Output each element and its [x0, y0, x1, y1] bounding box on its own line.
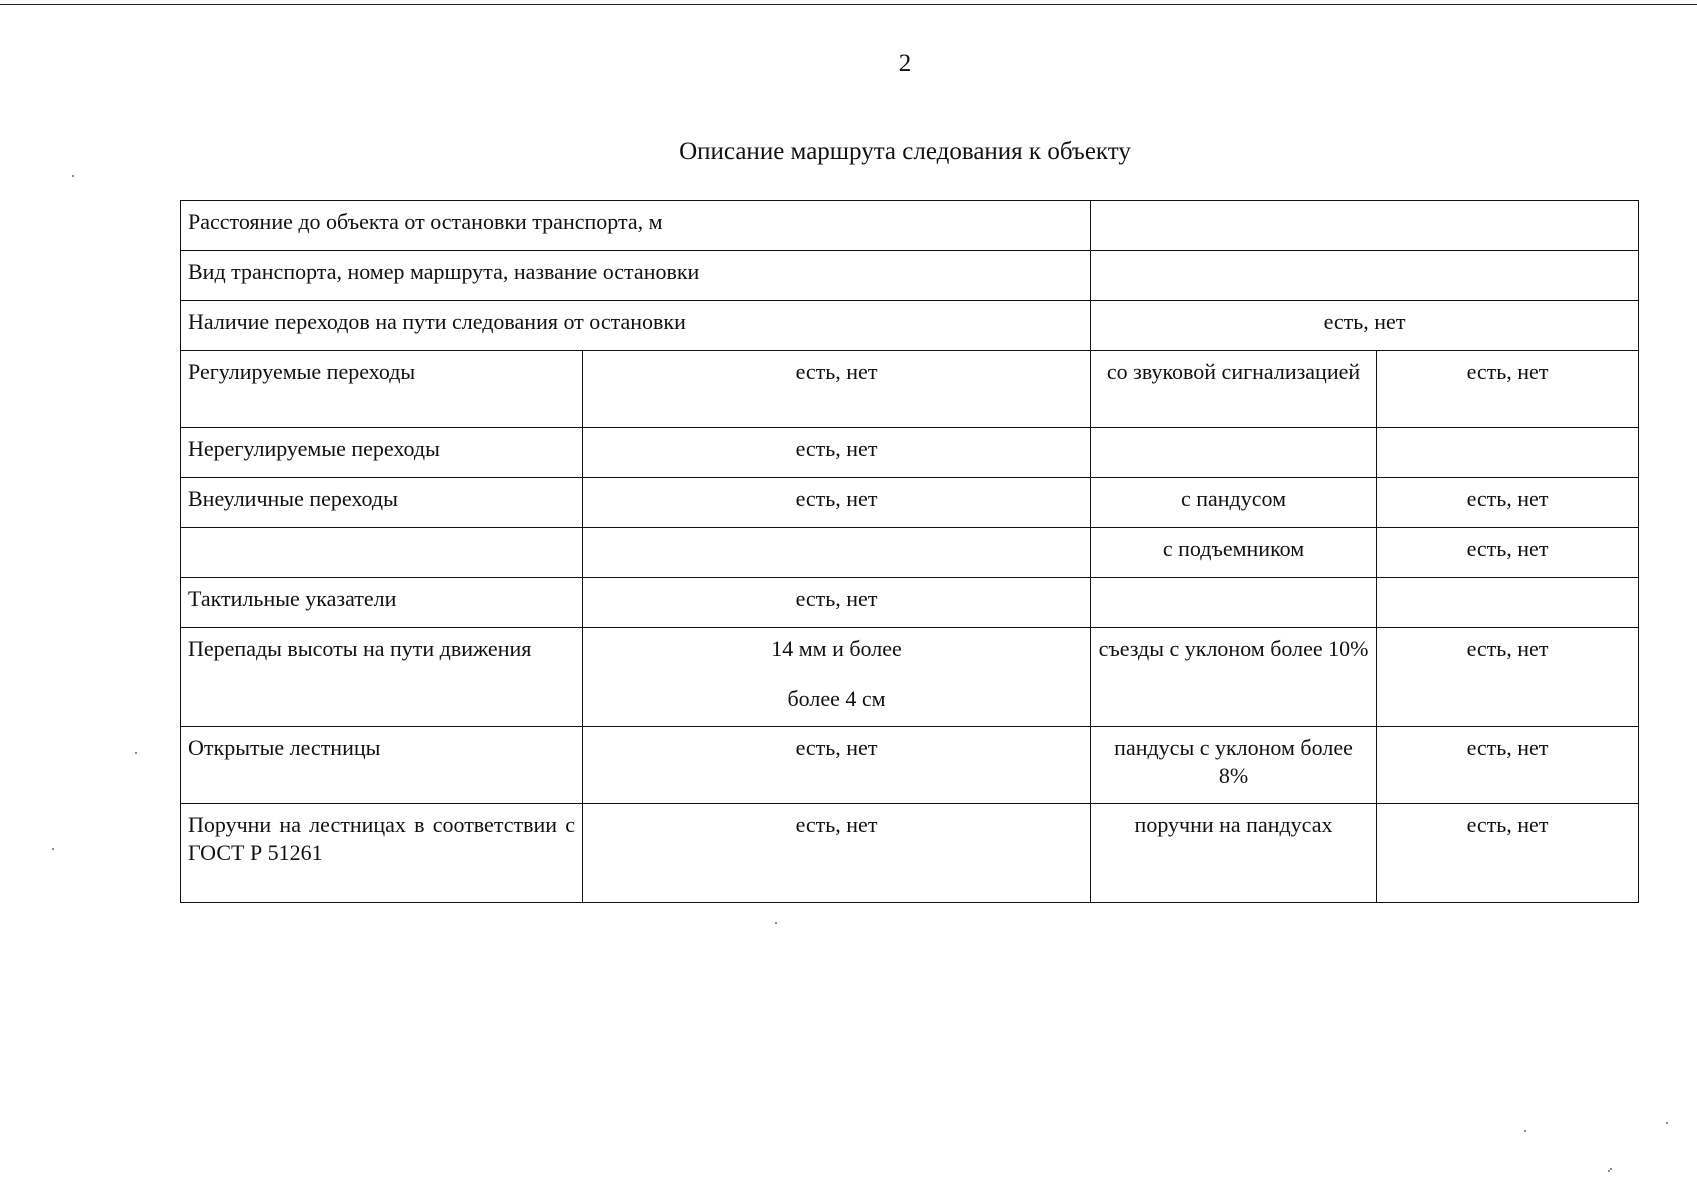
- row-label-crossings: Наличие переходов на пути следования от остановки: [181, 301, 1091, 351]
- route-description-table: [180, 200, 1639, 903]
- row-feature-value: [1377, 428, 1639, 478]
- row-feature-value: есть, нет: [1377, 804, 1639, 903]
- row-feature-value: есть, нет: [1377, 351, 1639, 428]
- row-value: [583, 628, 1091, 727]
- table-row: [181, 628, 1639, 727]
- row-feature: с пандусом: [1091, 478, 1377, 528]
- scan-speck: [1524, 1130, 1526, 1132]
- row-label-transport: Вид транспорта, номер маршрута, название остановки: [181, 251, 1091, 301]
- row-label-distance: Расстояние до объекта от остановки транспорта, м: [181, 201, 1091, 251]
- row-label: Регулируемые переходы: [181, 351, 583, 428]
- row-feature: со звуковой сигнализацией: [1091, 351, 1377, 428]
- table-row: [181, 578, 1639, 628]
- row-value: есть, нет: [583, 428, 1091, 478]
- row-feature-value: есть, нет: [1377, 528, 1639, 578]
- row-value-distance: [1091, 201, 1639, 251]
- table-row: [181, 201, 1639, 251]
- row-feature: поручни на пандусах: [1091, 804, 1377, 903]
- row-feature: [1091, 578, 1377, 628]
- row-label: Перепады высоты на пути движения: [181, 628, 583, 727]
- row-feature-value: есть, нет: [1377, 478, 1639, 528]
- scan-speck: [72, 175, 74, 177]
- table-row: [181, 804, 1639, 903]
- row-value: [583, 528, 1091, 578]
- table-row: [181, 351, 1639, 428]
- row-value: есть, нет: [583, 578, 1091, 628]
- top-scan-rule: [0, 4, 1697, 5]
- scan-speck: [135, 752, 137, 754]
- table-row: [181, 478, 1639, 528]
- row-feature-value: есть, нет: [1377, 727, 1639, 804]
- scan-speck: [1666, 1122, 1668, 1124]
- row-feature: с подъемником: [1091, 528, 1377, 578]
- row-label: Тактильные указатели: [181, 578, 583, 628]
- scan-speck: [1610, 1168, 1612, 1170]
- table-row: [181, 428, 1639, 478]
- row-feature-value: есть, нет: [1377, 628, 1639, 727]
- table-row: [181, 301, 1639, 351]
- row-value: есть, нет: [583, 351, 1091, 428]
- row-label: Внеуличные переходы: [181, 478, 583, 528]
- row-value: есть, нет: [583, 727, 1091, 804]
- row-value-transport: [1091, 251, 1639, 301]
- row-feature-value: [1377, 578, 1639, 628]
- row-value: есть, нет: [583, 804, 1091, 903]
- scan-speck: [1608, 1170, 1610, 1172]
- table-row: [181, 528, 1639, 578]
- scan-speck: [775, 922, 777, 924]
- row-label: Открытые лестницы: [181, 727, 583, 804]
- row-label: Нерегулируемые переходы: [181, 428, 583, 478]
- page-number: 2: [898, 50, 912, 77]
- row-label: [181, 528, 583, 578]
- height-threshold-mm: 14 мм и более: [771, 636, 902, 661]
- table-row: [181, 251, 1639, 301]
- page-title: Описание маршрута следования к объекту: [679, 138, 1131, 165]
- row-value-crossings: есть, нет: [1091, 301, 1639, 351]
- table-row: [181, 727, 1639, 804]
- row-feature: пандусы с уклоном более 8%: [1091, 727, 1377, 804]
- row-label: Поручни на лестницах в соответствии с ГОСТ Р 51261: [181, 804, 583, 903]
- scan-speck: [52, 848, 54, 850]
- height-threshold-cm: более 4 см: [787, 685, 886, 711]
- row-feature: съезды с уклоном более 10%: [1091, 628, 1377, 727]
- row-feature: [1091, 428, 1377, 478]
- row-value: есть, нет: [583, 478, 1091, 528]
